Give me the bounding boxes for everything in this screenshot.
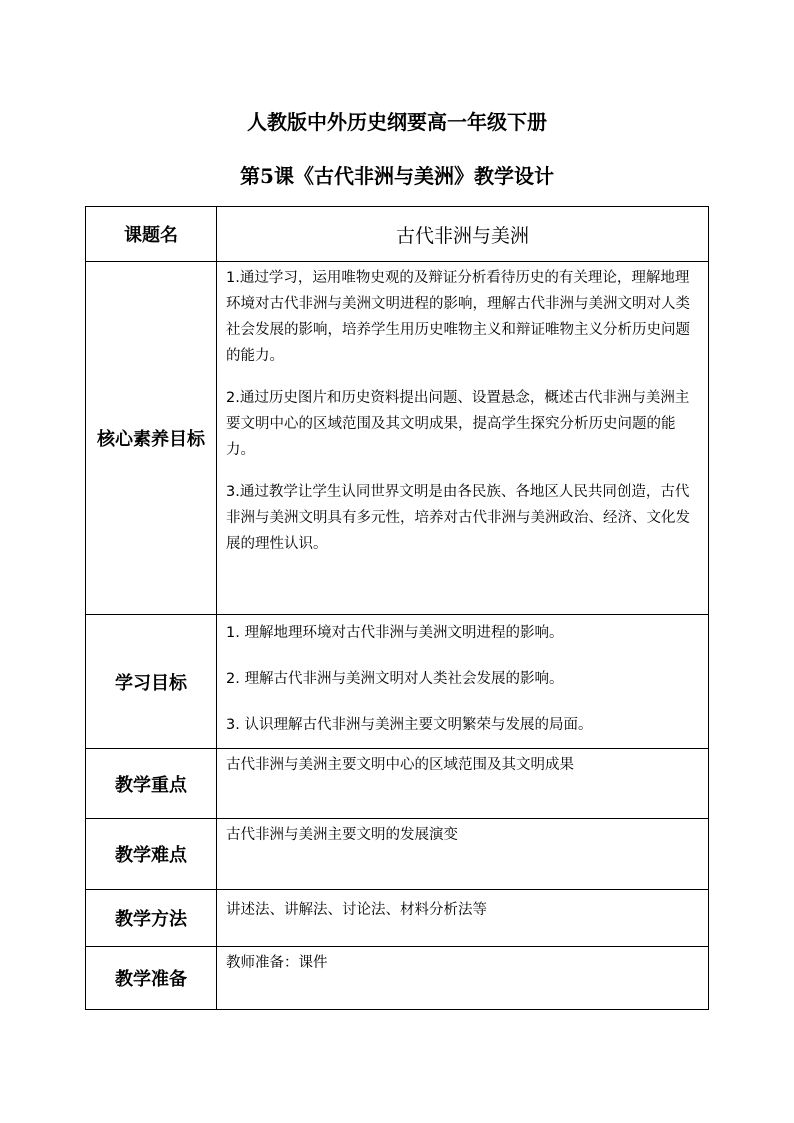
topic-label: 课题名 xyxy=(86,207,217,262)
table-row-difficulties xyxy=(86,819,709,890)
core-literacy-label: 核心素养目标 xyxy=(86,262,217,615)
learning-goal-item-1: 1. 理解地理环境对古代非洲与美洲文明进程的影响。 xyxy=(226,625,564,641)
table-row-preparation xyxy=(86,947,709,1010)
learning-goals-label: 学习目标 xyxy=(86,615,217,749)
methods-label: 教学方法 xyxy=(86,890,217,947)
core-literacy-paragraph-2: 2.通过历史图片和历史资料提出问题、设置悬念，概述古代非洲与美洲主要文明中心的区域范围及其文明成果，提高学生探究分析历史问题的能力。 xyxy=(226,390,690,458)
table-row-core-literacy xyxy=(86,262,709,615)
core-literacy-paragraph-3: 3.通过教学让学生认同世界文明是由各民族、各地区人民共同创造，古代非洲与美洲文明具有多元性，培养对古代非洲与美洲政治、经济、文化发展的理性认识。 xyxy=(226,484,690,552)
learning-goals-content xyxy=(217,615,709,749)
table-row-methods xyxy=(86,890,709,947)
difficulties-label: 教学难点 xyxy=(86,819,217,890)
core-literacy-content xyxy=(217,262,709,615)
key-points-label: 教学重点 xyxy=(86,749,217,819)
difficulties-value: 古代非洲与美洲主要文明的发展演变 xyxy=(217,819,709,890)
preparation-value: 教师准备：课件 xyxy=(217,947,709,1010)
table-row-learning-goals xyxy=(86,615,709,749)
table-row-topic xyxy=(86,207,709,262)
lesson-title: 第5课《古代非洲与美洲》教学设计 xyxy=(240,164,554,188)
lesson-plan-table xyxy=(85,206,709,1010)
preparation-label: 教学准备 xyxy=(86,947,217,1010)
document-title: 人教版中外历史纲要高一年级下册 xyxy=(247,110,547,134)
learning-goal-item-2: 2. 理解古代非洲与美洲文明对人类社会发展的影响。 xyxy=(226,671,564,687)
methods-value: 讲述法、讲解法、讨论法、材料分析法等 xyxy=(217,890,709,947)
core-literacy-paragraph-1: 1.通过学习，运用唯物史观的及辩证分析看待历史的有关理论，理解地理环境对古代非洲与美洲文明进程的影响，理解古代非洲与美洲文明对人类社会发展的影响，培养学生用历史唯物主义和辩证唯物主义分析历史问题的能力。 xyxy=(226,270,690,364)
key-points-value: 古代非洲与美洲主要文明中心的区域范围及其文明成果 xyxy=(217,749,709,819)
learning-goal-item-3: 3. 认识理解古代非洲与美洲主要文明繁荣与发展的局面。 xyxy=(226,717,593,733)
table-row-key-points xyxy=(86,749,709,819)
topic-value: 古代非洲与美洲 xyxy=(217,207,709,262)
